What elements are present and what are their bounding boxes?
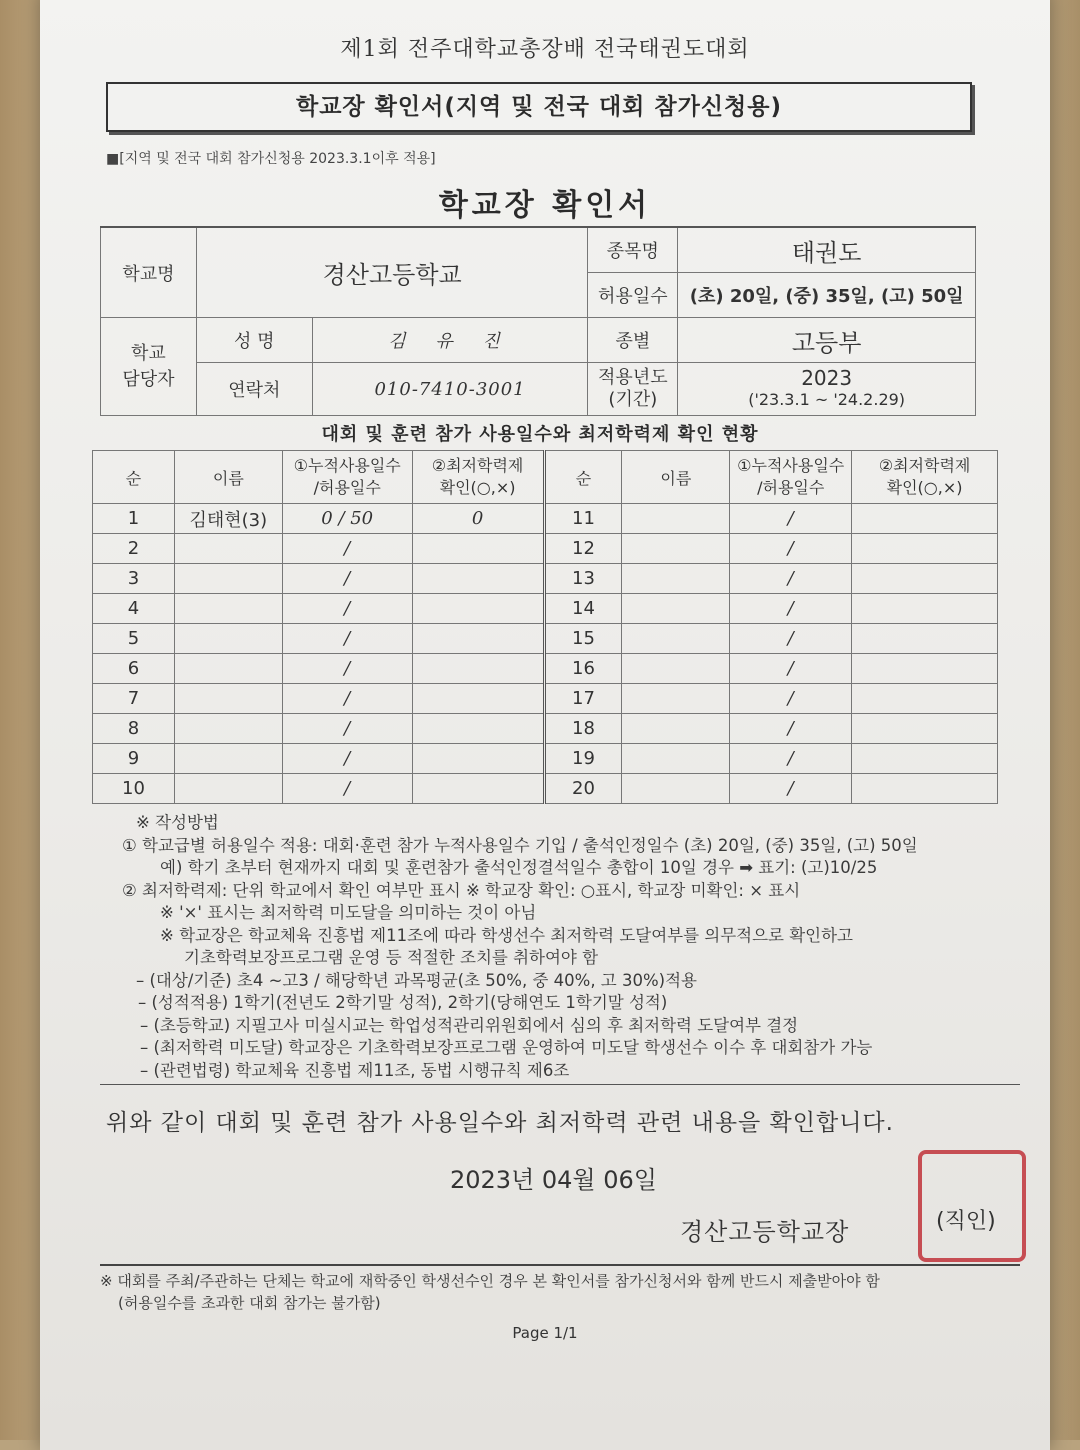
name-header-left: 이름 (174, 451, 282, 504)
name-cell (622, 534, 730, 564)
name-cell (622, 654, 730, 684)
check-cell (412, 624, 544, 654)
check-cell (852, 534, 998, 564)
name-cell (622, 624, 730, 654)
days-cell: / (282, 744, 412, 774)
contact-label: 연락처 (196, 363, 312, 416)
seq-cell: 2 (93, 534, 175, 564)
instruction-line: ① 학교급별 허용일수 적용: 대회·훈련 참가 누적사용일수 기입 / 출석인정일수 (초) 20일, (중) 35일, (고) 50일 (122, 835, 918, 855)
name-cell (622, 504, 730, 534)
principal-title: 경산고등학교장 (680, 1218, 850, 1246)
signature-date: 2023년 04월 06일 (450, 1166, 657, 1194)
instruction-line: ※ 학교장은 학교체육 진흥법 제11조에 따라 학생선수 최저학력 도달여부를 의무적으로 확인하고 (160, 925, 853, 945)
check-cell (852, 564, 998, 594)
days-cell: / (282, 714, 412, 744)
manager-name: 김 유 진 (312, 318, 588, 363)
instruction-line: – (초등학교) 지필고사 미실시교는 학업성적관리위원회에서 심의 후 최저학력 도달여부 결정 (140, 1015, 799, 1035)
check-cell (412, 714, 544, 744)
check-cell (412, 564, 544, 594)
school-label: 학교명 (101, 227, 197, 318)
name-header-right: 이름 (622, 451, 730, 504)
contact-value: 010-7410-3001 (312, 363, 588, 416)
name-cell (174, 774, 282, 804)
manager-label: 학교 담당자 (101, 318, 197, 416)
document-header: 제1회 전주대학교총장배 전국태권도대회 (340, 37, 750, 62)
footnote (96, 1270, 1036, 1314)
table-row (93, 684, 998, 714)
name-cell (622, 744, 730, 774)
days-cell: / (282, 594, 412, 624)
check-cell: 0 (412, 504, 544, 534)
seq-header-right: 순 (544, 451, 622, 504)
check-cell (852, 684, 998, 714)
check-header-left: ②최저학력제 확인(○,×) (412, 451, 544, 504)
table-row (93, 534, 998, 564)
seq-header-left: 순 (93, 451, 175, 504)
confirmation-statement: 위와 같이 대회 및 훈련 참가 사용일수와 최저학력 관련 내용을 확인합니다. (106, 1110, 894, 1136)
year-cell (678, 363, 976, 416)
school-info-table (100, 226, 976, 416)
instruction-line: ② 최저학력제: 단위 학교에서 확인 여부만 표시 ※ 학교장 확인: ○표시, 학교장 미확인: × 표시 (122, 880, 801, 900)
days-cell: / (730, 684, 852, 714)
instruction-line: ※ '×' 표시는 최저학력 미도달을 의미하는 것이 아님 (160, 903, 537, 922)
seq-cell: 20 (544, 774, 622, 804)
usage-rows (93, 504, 998, 804)
days-cell: / (282, 684, 412, 714)
sport-label: 종목명 (588, 227, 678, 273)
division-value: 고등부 (678, 318, 976, 363)
days-cell: 0 / 50 (282, 504, 412, 534)
name-cell (622, 564, 730, 594)
days-header-left: ①누적사용일수 /허용일수 (282, 451, 412, 504)
name-cell (174, 714, 282, 744)
name-cell (622, 594, 730, 624)
table-row (93, 744, 998, 774)
days-cell: / (730, 714, 852, 744)
footer-divider (100, 1264, 1020, 1266)
instruction-line: – (성적적용) 1학기(전년도 2학기말 성적), 2학기(당해연도 1학기말 성적) (138, 993, 668, 1012)
table-row (93, 714, 998, 744)
instruction-line: – (대상/기준) 초4 ~고3 / 해당학년 과목평균(초 50%, 중 40%, 고 30%)적용 (136, 970, 697, 990)
name-cell (174, 744, 282, 774)
table-row (93, 624, 998, 654)
seq-cell: 9 (93, 744, 175, 774)
instruction-line: ※ 작성방법 (136, 813, 219, 832)
check-header-right: ②최저학력제 확인(○,×) (852, 451, 998, 504)
main-title: 학교장 확인서 (438, 188, 652, 223)
name-cell (174, 624, 282, 654)
check-cell (852, 714, 998, 744)
year-label: 적용년도 (기간) (588, 363, 678, 416)
table-row (93, 774, 998, 804)
days-cell: / (730, 534, 852, 564)
days-header-right: ①누적사용일수 /허용일수 (730, 451, 852, 504)
name-cell (622, 774, 730, 804)
days-cell: / (730, 624, 852, 654)
table-row (93, 654, 998, 684)
seq-cell: 5 (93, 624, 175, 654)
usage-section-title: 대회 및 훈련 참가 사용일수와 최저학력제 확인 현황 (321, 424, 759, 445)
seq-cell: 15 (544, 624, 622, 654)
seq-cell: 16 (544, 654, 622, 684)
seq-cell: 4 (93, 594, 175, 624)
days-cell: / (730, 594, 852, 624)
seq-cell: 6 (93, 654, 175, 684)
seq-cell: 1 (93, 504, 175, 534)
year-period: ('23.3.1 ~ '24.2.29) (748, 390, 906, 409)
seq-cell: 17 (544, 684, 622, 714)
seal-label: (직인) (936, 1209, 996, 1234)
days-cell: / (730, 654, 852, 684)
check-cell (412, 654, 544, 684)
table-row (93, 594, 998, 624)
sport-value: 태권도 (678, 227, 976, 273)
days-cell: / (730, 504, 852, 534)
name-cell (622, 714, 730, 744)
days-cell: / (282, 564, 412, 594)
usage-table (92, 450, 998, 804)
check-cell (412, 594, 544, 624)
name-label: 성 명 (196, 318, 312, 363)
divider (100, 1084, 1020, 1085)
name-cell (174, 564, 282, 594)
check-cell (852, 654, 998, 684)
seq-cell: 12 (544, 534, 622, 564)
check-cell (852, 774, 998, 804)
school-name: 경산고등학교 (196, 227, 588, 318)
document-sheet (40, 0, 1050, 1450)
days-cell: / (282, 624, 412, 654)
name-cell: 김태현(3) (174, 504, 282, 534)
check-cell (412, 534, 544, 564)
check-cell (852, 744, 998, 774)
check-cell (852, 624, 998, 654)
name-cell (174, 594, 282, 624)
days-cell: / (282, 654, 412, 684)
footnote-line: ※ 대회를 주최/주관하는 단체는 학교에 재학중인 학생선수인 경우 본 확인서를 참가신청서와 함께 반드시 제출받아야 함 (100, 1272, 880, 1290)
page-number: Page 1/1 (512, 1324, 578, 1342)
check-cell (852, 504, 998, 534)
days-cell: / (282, 534, 412, 564)
instruction-line: – (관련법령) 학교체육 진흥법 제11조, 동법 시행규칙 제6조 (140, 1060, 570, 1080)
name-cell (174, 684, 282, 714)
instruction-line: 기초학력보장프로그램 운영 등 적절한 조치를 취하여야 함 (184, 948, 599, 967)
division-label: 종별 (588, 318, 678, 363)
seq-cell: 8 (93, 714, 175, 744)
seq-cell: 18 (544, 714, 622, 744)
seq-cell: 11 (544, 504, 622, 534)
instruction-line: – (최저학력 미도달) 학교장은 기초학력보장프로그램 운영하여 미도달 학생선수 이수 후 대회참가 가능 (140, 1038, 873, 1057)
check-cell (852, 594, 998, 624)
table-row (93, 504, 998, 534)
seq-cell: 3 (93, 564, 175, 594)
name-cell (622, 684, 730, 714)
allowed-days-value: (초) 20일, (중) 35일, (고) 50일 (678, 273, 976, 318)
title-box: 학교장 확인서(지역 및 전국 대회 참가신청용) (106, 82, 972, 132)
footnote-line: (허용일수를 초과한 대회 참가는 불가함) (118, 1294, 381, 1312)
table-row (93, 564, 998, 594)
days-cell: / (730, 744, 852, 774)
name-cell (174, 534, 282, 564)
check-cell (412, 684, 544, 714)
seq-cell: 10 (93, 774, 175, 804)
instructions (96, 812, 1026, 1082)
days-cell: / (282, 774, 412, 804)
instruction-line: 예) 학기 초부터 현재까지 대회 및 훈련참가 출석인정결석일수 총합이 10일 경우 ➡ 표기: (고)10/25 (160, 858, 878, 877)
name-cell (174, 654, 282, 684)
seq-cell: 14 (544, 594, 622, 624)
applicability-note: ■[지역 및 전국 대회 참가신청용 2023.3.1이후 적용] (106, 151, 436, 167)
allowed-days-label: 허용일수 (588, 273, 678, 318)
seq-cell: 7 (93, 684, 175, 714)
year-value: 2023 (801, 366, 853, 390)
check-cell (412, 774, 544, 804)
days-cell: / (730, 774, 852, 804)
days-cell: / (730, 564, 852, 594)
seq-cell: 13 (544, 564, 622, 594)
seq-cell: 19 (544, 744, 622, 774)
check-cell (412, 744, 544, 774)
